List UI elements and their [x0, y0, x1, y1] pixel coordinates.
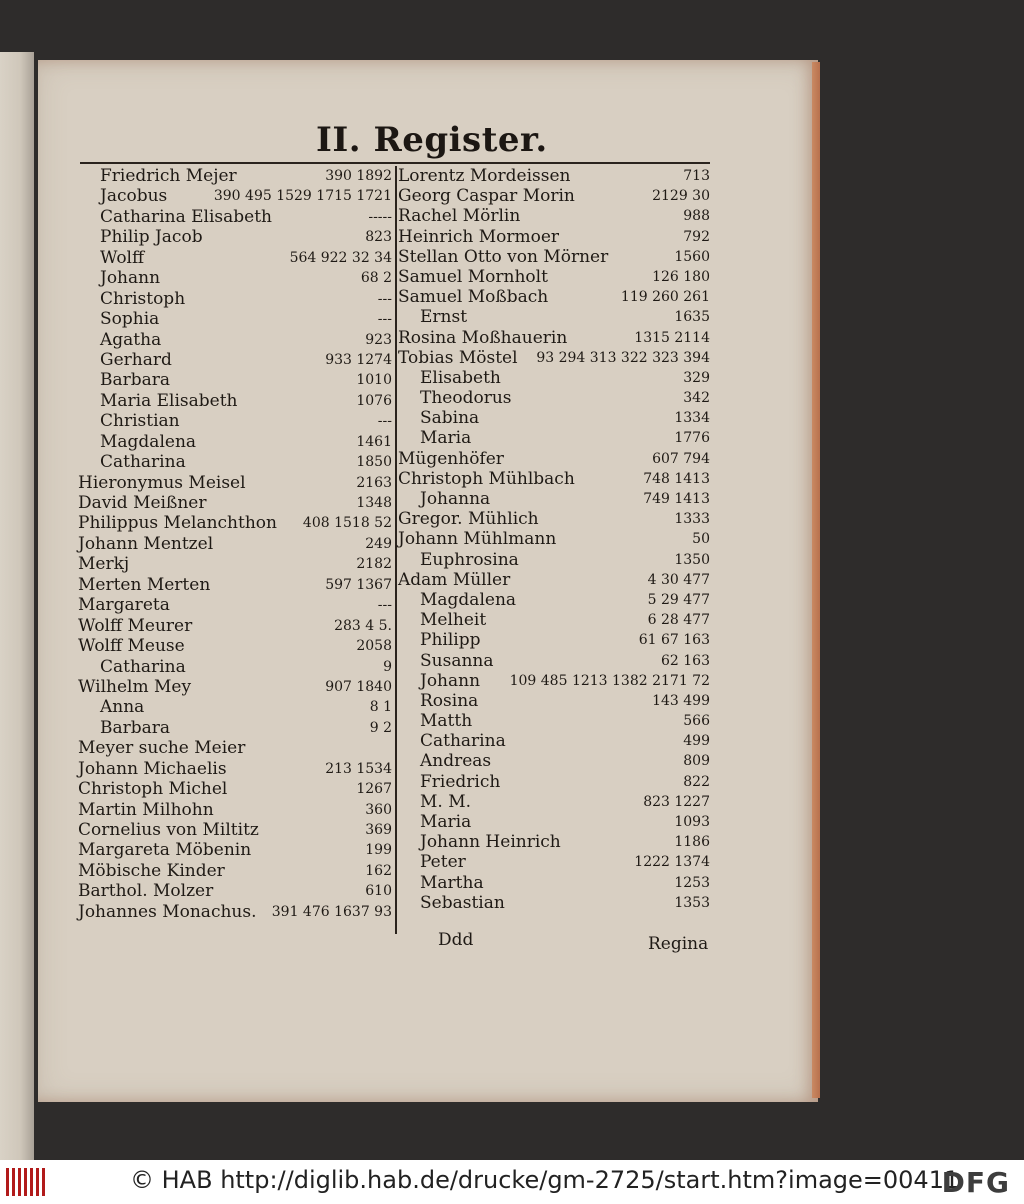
entry-pages: 119 260 261 — [620, 289, 710, 306]
entry-name: Margareta — [78, 595, 170, 616]
entry-name: Wolff Meuse — [78, 636, 185, 657]
entry-pages: 792 — [683, 228, 710, 245]
entry-name: Georg Caspar Morin — [398, 186, 575, 207]
entry-pages: --- — [377, 290, 392, 307]
register-entry — [78, 493, 392, 513]
register-entry — [398, 388, 710, 408]
entry-pages: 8 1 — [369, 699, 392, 716]
register-entry — [78, 697, 392, 717]
entry-name: Barbara — [100, 370, 171, 391]
entry-name: Melheit — [420, 610, 487, 631]
entry-name: Barthol. Molzer — [78, 881, 214, 902]
entry-name: Magdalena — [420, 589, 517, 610]
entry-pages: 9 — [383, 658, 392, 675]
register-entry — [78, 207, 392, 227]
entry-pages: 283 4 5. — [334, 617, 392, 634]
entry-pages: --- — [377, 597, 392, 614]
register-entry — [78, 616, 392, 636]
register-entry — [398, 186, 710, 206]
entry-pages: 1186 — [674, 834, 710, 851]
register-entry — [78, 677, 392, 697]
entry-pages: 61 67 163 — [638, 632, 710, 649]
page-heading: II. Register. — [316, 120, 548, 160]
credit-link[interactable]: © HAB http://diglib.hab.de/drucke/gm-2725/start.htm?image=00411 — [130, 1166, 960, 1194]
register-entry — [78, 759, 392, 779]
entry-name: Susanna — [420, 650, 494, 671]
entry-name: Wilhelm Mey — [78, 676, 192, 697]
entry-name: Johann Mühlmann — [398, 529, 557, 550]
entry-name: Catharina — [100, 656, 186, 677]
entry-name: Johann Heinrich — [420, 832, 561, 853]
register-entry — [78, 779, 392, 799]
entry-name: Mügenhöfer — [398, 448, 504, 469]
register-column-right — [398, 166, 710, 913]
entry-name: Catharina — [420, 731, 506, 752]
entry-pages: 748 1413 — [643, 470, 710, 487]
register-entry — [78, 513, 392, 533]
register-entry — [78, 554, 392, 574]
entry-pages: 1222 1374 — [634, 854, 710, 871]
adjacent-page-edge — [0, 52, 34, 1160]
library-logo-icon — [6, 1168, 48, 1196]
entry-pages: 823 1227 — [643, 793, 710, 810]
entry-pages: 1253 — [674, 874, 710, 891]
register-entry — [78, 881, 392, 901]
entry-name: Hieronymus Meisel — [78, 472, 246, 493]
entry-name: Samuel Mornholt — [398, 266, 548, 287]
entry-name: Martin Milhohn — [78, 799, 214, 820]
register-entry — [78, 330, 392, 350]
entry-name: Friedrich — [420, 771, 501, 792]
register-entry — [78, 902, 392, 922]
register-entry — [398, 873, 710, 893]
register-entry — [78, 473, 392, 493]
entry-name: Christoph — [100, 288, 186, 309]
entry-pages: 143 499 — [652, 692, 710, 709]
entry-name: Rachel Mörlin — [398, 206, 521, 227]
register-entry — [398, 529, 710, 549]
register-entry — [398, 610, 710, 630]
register-entry — [78, 534, 392, 554]
entry-pages: 988 — [683, 208, 710, 225]
register-entry — [398, 711, 710, 731]
entry-pages: 360 — [365, 801, 392, 818]
entry-pages: 329 — [683, 369, 710, 386]
entry-pages: 342 — [683, 390, 710, 407]
entry-name: Cornelius von Miltitz — [78, 820, 259, 840]
entry-name: Tobias Möstel — [398, 347, 518, 368]
entry-pages: 822 — [683, 773, 710, 790]
entry-name: Merten Merten — [78, 574, 211, 595]
entry-pages: 597 1367 — [325, 576, 392, 593]
entry-name: Johanna — [420, 489, 491, 509]
register-entry — [398, 166, 710, 186]
entry-pages: 126 180 — [652, 268, 710, 285]
entry-pages: 1267 — [356, 781, 392, 798]
entry-name: Sophia — [100, 309, 160, 330]
entry-pages: 1333 — [674, 511, 710, 528]
entry-name: Elisabeth — [420, 367, 501, 388]
register-entry — [78, 248, 392, 268]
entry-name: Magdalena — [100, 431, 197, 452]
entry-pages: 1350 — [674, 551, 710, 568]
register-entry — [78, 227, 392, 247]
entry-pages: 499 — [683, 733, 710, 750]
register-entry — [398, 832, 710, 852]
entry-pages: 213 1534 — [325, 760, 392, 777]
entry-name: Heinrich Mormoer — [398, 226, 560, 247]
entry-name: Philippus Melanchthon — [78, 513, 277, 534]
entry-pages: 610 — [365, 883, 392, 900]
register-entry — [398, 307, 710, 327]
entry-pages: 5 29 477 — [647, 591, 710, 608]
register-entry — [398, 408, 710, 428]
entry-pages: --- — [377, 413, 392, 430]
entry-name: Matth — [420, 711, 473, 732]
entry-name: Maria — [420, 428, 472, 449]
register-entry — [78, 370, 392, 390]
entry-name: Anna — [100, 697, 145, 718]
register-entry — [398, 731, 710, 751]
entry-pages: 109 485 1213 1382 2171 72 — [509, 672, 710, 689]
entry-name: Christian — [100, 411, 180, 432]
register-entry — [398, 287, 710, 307]
entry-pages: 390 1892 — [325, 168, 392, 184]
register-entry — [398, 368, 710, 388]
register-entry — [398, 691, 710, 711]
entry-pages: 50 — [692, 531, 710, 548]
entry-name: Gerhard — [100, 349, 172, 370]
entry-pages: 93 294 313 322 323 394 — [536, 349, 710, 366]
register-entry — [78, 718, 392, 738]
entry-pages: 809 — [683, 753, 710, 770]
entry-name: Maria — [420, 812, 472, 832]
register-entry — [398, 893, 710, 913]
entry-pages: 1635 — [674, 309, 710, 326]
register-entry — [398, 852, 710, 872]
entry-pages: 1334 — [674, 410, 710, 427]
register-entry — [78, 391, 392, 411]
column-divider — [395, 166, 397, 934]
register-entry — [398, 328, 710, 348]
entry-name: Friedrich Mejer — [100, 166, 237, 186]
entry-pages: 62 163 — [661, 652, 710, 669]
entry-pages: 923 — [365, 331, 392, 348]
entry-pages: 749 1413 — [643, 491, 710, 507]
entry-pages: 9 2 — [369, 719, 392, 736]
register-entry — [78, 309, 392, 329]
entry-name: Meyer suche Meier — [78, 738, 246, 759]
register-entry — [78, 575, 392, 595]
entry-pages: 199 — [365, 842, 392, 859]
entry-pages: 713 — [683, 168, 710, 184]
entry-pages: 933 1274 — [325, 351, 392, 368]
entry-pages: 391 476 1637 93 — [271, 903, 392, 920]
entry-name: Johann — [420, 670, 481, 691]
entry-pages: 1461 — [356, 433, 392, 450]
entry-pages: 1076 — [356, 392, 392, 409]
register-entry — [398, 267, 710, 287]
register-entry — [78, 268, 392, 288]
register-entry — [398, 630, 710, 650]
page-fore-edge — [812, 62, 820, 1098]
entry-name: Maria Elisabeth — [100, 390, 238, 411]
register-entry — [398, 792, 710, 812]
register-entry — [78, 289, 392, 309]
register-entry — [398, 206, 710, 226]
register-entry — [398, 751, 710, 771]
entry-pages: 369 — [365, 822, 392, 838]
entry-pages: 68 2 — [360, 270, 392, 287]
register-entry — [78, 738, 392, 758]
register-entry — [398, 348, 710, 368]
entry-pages: 607 794 — [652, 450, 710, 467]
entry-name: Wolff — [100, 247, 145, 268]
signature-mark: Ddd — [438, 930, 474, 950]
entry-name: Johann Michaelis — [78, 758, 227, 779]
entry-name: M. M. — [420, 791, 472, 812]
entry-name: Rosina Moßhauerin — [398, 327, 568, 348]
entry-name: Stellan Otto von Mörner — [398, 246, 609, 267]
entry-pages: 6 28 477 — [647, 612, 710, 629]
entry-pages: 408 1518 52 — [302, 515, 392, 532]
entry-name: Rosina — [420, 690, 479, 711]
register-entry — [398, 489, 710, 509]
register-entry — [78, 186, 392, 206]
entry-name: Johann — [100, 268, 161, 289]
entry-pages: 1093 — [674, 814, 710, 830]
entry-name: Theodorus — [420, 388, 512, 409]
entry-pages: 1353 — [674, 894, 710, 911]
entry-name: Philipp — [420, 630, 481, 651]
entry-name: David Meißner — [78, 493, 207, 513]
entry-name: Peter — [420, 852, 466, 873]
entry-name: Jacobus — [100, 186, 168, 207]
entry-name: Barbara — [100, 717, 171, 738]
register-entry — [78, 861, 392, 881]
register-entry — [398, 247, 710, 267]
entry-name: Johannes Monachus. — [78, 901, 257, 922]
entry-name: Möbische Kinder — [78, 860, 225, 881]
register-entry — [78, 452, 392, 472]
entry-pages: 1315 2114 — [634, 329, 710, 346]
entry-name: Wolff Meurer — [78, 615, 193, 636]
entry-name: Catharina — [100, 452, 186, 473]
entry-pages: 390 495 1529 1715 1721 — [213, 188, 392, 205]
entry-name: Merkj — [78, 554, 130, 575]
register-column-left — [78, 166, 392, 922]
register-entry — [398, 469, 710, 489]
entry-name: Adam Müller — [398, 569, 511, 590]
register-entry — [78, 657, 392, 677]
entry-name: Lorentz Mordeissen — [398, 166, 571, 186]
catchword: Regina — [648, 934, 709, 954]
entry-pages: 4 30 477 — [647, 571, 710, 588]
register-entry — [78, 820, 392, 840]
entry-name: Andreas — [420, 751, 492, 772]
entry-pages: 249 — [365, 535, 392, 552]
register-entry — [78, 411, 392, 431]
entry-name: Margareta Möbenin — [78, 840, 252, 861]
dfg-logo: DFG — [941, 1166, 1010, 1199]
entry-name: Christoph Michel — [78, 779, 228, 800]
entry-name: Agatha — [100, 329, 162, 350]
entry-pages: 1348 — [356, 495, 392, 511]
entry-name: Samuel Moßbach — [398, 287, 549, 308]
entry-pages: 2129 30 — [652, 188, 710, 205]
entry-name: Gregor. Mühlich — [398, 509, 539, 530]
entry-pages: 2163 — [356, 474, 392, 491]
entry-pages: --- — [377, 311, 392, 328]
entry-name: Christoph Mühlbach — [398, 468, 575, 489]
entry-pages: ----- — [368, 208, 392, 225]
register-entry — [398, 227, 710, 247]
entry-pages: 1560 — [674, 248, 710, 265]
register-entry — [78, 636, 392, 656]
entry-name: Martha — [420, 872, 484, 893]
register-entry — [398, 812, 710, 832]
entry-pages: 1776 — [674, 430, 710, 447]
register-entry — [398, 570, 710, 590]
entry-name: Catharina Elisabeth — [100, 206, 272, 227]
register-entry — [78, 350, 392, 370]
entry-pages: 2182 — [356, 556, 392, 573]
entry-pages: 564 922 32 34 — [289, 249, 392, 266]
entry-name: Euphrosina — [420, 549, 519, 570]
credit-bar — [0, 1160, 1024, 1204]
entry-name: Philip Jacob — [100, 227, 203, 248]
entry-name: Sebastian — [420, 892, 505, 913]
entry-name: Johann Mentzel — [78, 533, 214, 554]
register-entry — [398, 509, 710, 529]
entry-name: Ernst — [420, 307, 468, 328]
entry-pages: 2058 — [356, 638, 392, 655]
entry-pages: 162 — [365, 862, 392, 879]
register-entry — [78, 840, 392, 860]
register-entry — [398, 550, 710, 570]
register-entry — [78, 432, 392, 452]
entry-name: Sabina — [420, 408, 480, 429]
register-entry — [78, 595, 392, 615]
register-entry — [398, 671, 710, 691]
entry-pages: 1850 — [356, 454, 392, 471]
entry-pages: 566 — [683, 713, 710, 730]
entry-pages: 823 — [365, 229, 392, 246]
register-entry — [398, 772, 710, 792]
register-entry — [78, 166, 392, 186]
register-entry — [398, 428, 710, 448]
register-entry — [398, 590, 710, 610]
heading-rule — [80, 162, 710, 164]
entry-pages: 907 1840 — [325, 678, 392, 695]
register-entry — [78, 800, 392, 820]
entry-pages: 1010 — [356, 372, 392, 389]
register-entry — [398, 651, 710, 671]
register-entry — [398, 449, 710, 469]
